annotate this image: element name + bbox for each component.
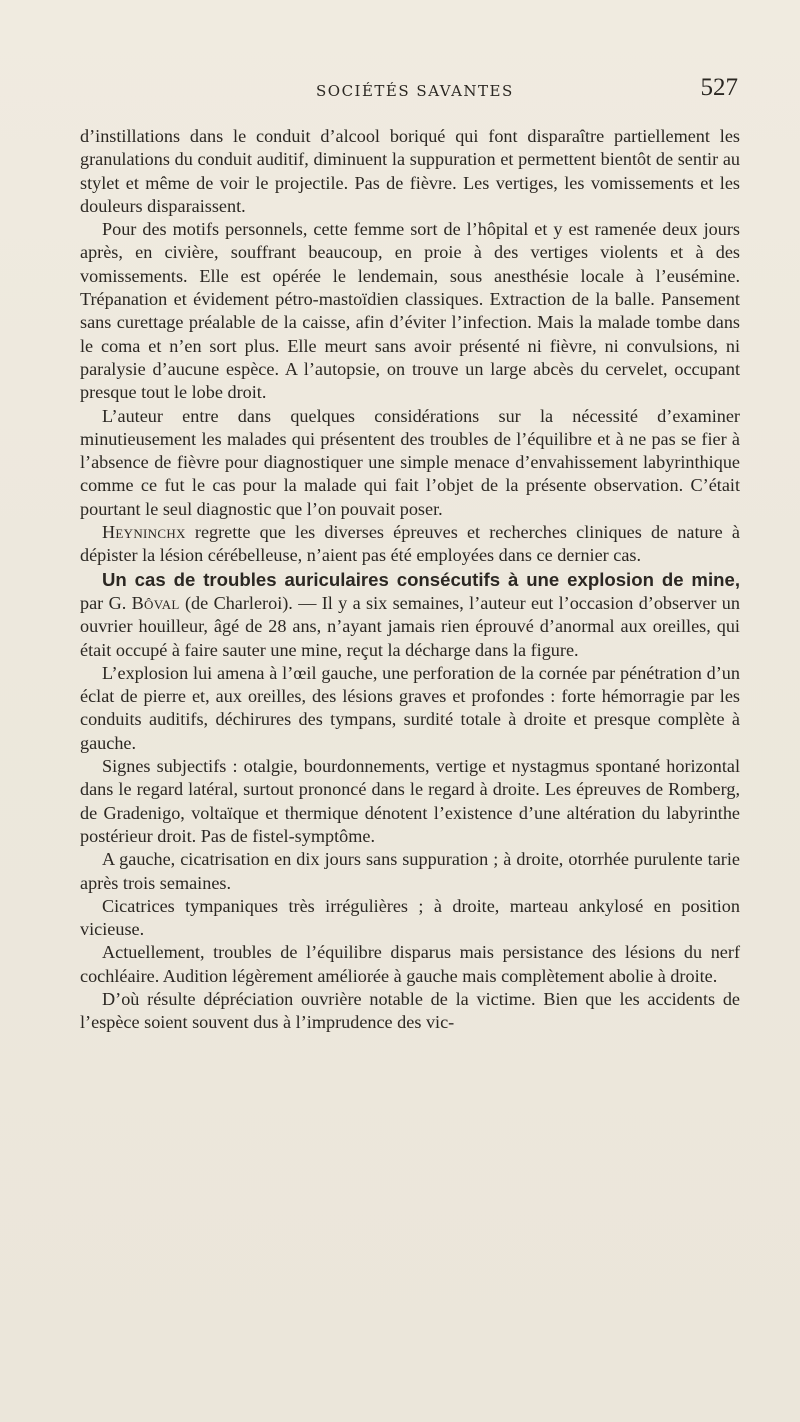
paragraph-text: A gauche, cicatrisation en dix jours sans suppuration ; à droite, otorrhée purulente tarie après trois semaines. xyxy=(80,849,740,893)
paragraph-2 xyxy=(80,218,740,404)
paragraph-1 xyxy=(80,125,740,218)
paragraph-4 xyxy=(80,521,740,568)
paragraph-text: L’auteur entre dans quelques considérations sur la nécessité d’examiner minutieusement les malades qui présentent des troubles de l’équilibre et à ne pas se fier à l’absence de fièvre pour diagnostiquer une simple menace d’envahissement labyrinthique comme ce fut le cas pour la malade qui fait l’objet de la présente observation. C’était pourtant le seul diagnostic que l’on pouvait poser. xyxy=(80,405,740,519)
paragraph-text: Signes subjectifs : otalgie, bourdonnements, vertige et nystagmus spontané horizontal dans le regard latéral, surtout prononcé dans le regard à droite. Les épreuves de Romberg, de Gradenigo, voltaïque et thermique dénotent l’existence d’une altération du labyrinthe postérieur droit. Pas de fistel-symptôme. xyxy=(80,756,740,846)
paragraph-text: par G. xyxy=(80,592,132,613)
paragraph-7 xyxy=(80,755,740,848)
paragraph-text: (de Charleroi). — Il y a six semaines, l’auteur eut l’occasion d’observer un ouvrier houilleur, âgé de 28 ans, n’ayant jamais rien éprouvé d’anormal aux oreilles, qui était occupé à faire sauter une mine, reçut la décharge dans la figure. xyxy=(80,592,740,660)
paragraph-text: D’où résulte dépréciation ouvrière notable de la victime. Bien que les accidents de l’espèce soient souvent dus à l’imprudence des vic- xyxy=(80,988,740,1033)
paragraph-9 xyxy=(80,895,740,942)
paragraph-text: Pour des motifs personnels, cette femme sort de l’hôpital et y est ramenée deux jours après, en civière, souffrant beaucoup, en proie à des vertiges violents et à des vomissements. Elle est opérée le lendemain, sous anesthésie locale à l’eusémine. Trépanation et évidement pétro-mastoïdien classiques. Extraction de la balle. Pansement sans curettage préalable de la caisse, afin d’éviter l’infection. Mais la malade tombe dans le coma et n’en sort plus. Elle meurt sans avoir présenté ni fièvre, ni convulsions, ni paralysie d’aucune espèce. A l’autopsie, on trouve un large abcès du cervelet, occupant presque tout le lobe droit. xyxy=(80,219,740,403)
page-header xyxy=(80,72,738,106)
section-heading: Un cas de troubles auriculaires consécutifs à une explosion de mine, xyxy=(102,568,740,590)
paragraph-6 xyxy=(80,662,740,755)
page-number: 527 xyxy=(700,74,738,101)
paragraph-text: Actuellement, troubles de l’équilibre disparus mais persistance des lésions du nerf cochléaire. Audition légèrement améliorée à gauche mais complètement abolie à droite. xyxy=(80,942,740,986)
paragraph-text: d’instillations dans le conduit d’alcool boriqué qui font disparaître partiellement les granulations du conduit auditif, diminuent la suppuration et permettent bientôt de sentir au stylet et même de voir le projectile. Pas de fièvre. Les vertiges, les vomissements et les douleurs disparaissent. xyxy=(80,126,740,216)
paragraph-text: L’explosion lui amena à l’œil gauche, une perforation de la cornée par pénétration d’un éclat de pierre et, aux oreilles, des lésions graves et profondes : forte hémorragie par les conduits auditifs, déchirures des tympans, surdité totale à droite et presque complète à gauche. xyxy=(80,662,740,753)
paragraph-text: Cicatrices tympaniques très irrégulières ; à droite, marteau ankylosé en position vicieuse. xyxy=(80,895,740,940)
running-title: SOCIÉTÉS SAVANTES xyxy=(316,82,514,100)
author-name: Bôval xyxy=(131,592,180,613)
paragraph-text: regrette que les diverses épreuves et recherches cliniques de nature à dépister la lésion cérébelleuse, n’aient pas été employées dans ce dernier cas. xyxy=(80,522,740,566)
article-body xyxy=(80,125,740,1035)
paragraph-5-section-start xyxy=(80,568,740,662)
paragraph-3 xyxy=(80,405,740,521)
paragraph-11 xyxy=(80,988,740,1035)
paragraph-10 xyxy=(80,941,740,988)
author-name: Heyninchx xyxy=(102,522,186,543)
paragraph-8 xyxy=(80,848,740,895)
